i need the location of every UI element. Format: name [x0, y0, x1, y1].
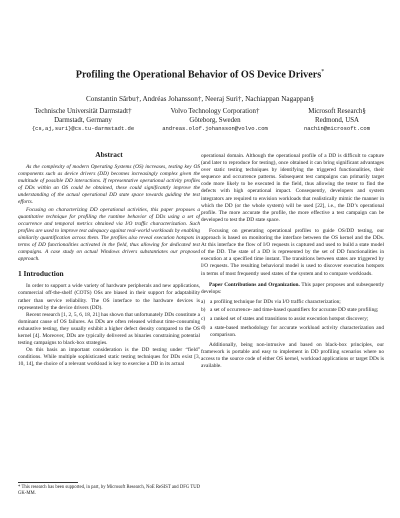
list-item-label: c) — [201, 315, 206, 322]
abstract-paragraph: As the complexity of modern Operating Systems (OS) increases, testing key OS components such as device drivers (DD) becomes increasingly complex given the multitude of possible DD interactions. If representative operational activity profiles of DDs within an OS could be obtained, these could significantly improve the understanding of the actual operational DD state space towards guiding the test efforts. — [18, 164, 200, 206]
paper-title — [0, 66, 400, 81]
contributions-list — [201, 299, 384, 339]
left-column — [18, 150, 200, 368]
right-column — [201, 153, 384, 370]
list-item — [201, 316, 384, 323]
list-item — [201, 307, 384, 314]
list-item-text: a ranked set of states and transitions to assist execution hotspot discovery; — [210, 315, 369, 322]
list-item-label: a) — [201, 298, 206, 305]
affiliation-name: Volvo Technology Corporation† — [170, 108, 260, 115]
affiliation-email: nachin@microsoft.com — [303, 125, 370, 132]
affiliation-tu-darmstadt — [8, 108, 158, 134]
affiliation-email: {cs,aj,suri}@cs.tu-darmstadt.de — [31, 125, 135, 132]
author-list: Constantin Sârbu†, Andréas Johansson†, Neeraj Suri†, Nachiappan Nagappan§ — [86, 95, 314, 103]
footnote-rule — [18, 482, 78, 483]
list-item — [201, 299, 384, 306]
intro-paragraph: In order to support a wide variety of hardware peripherals and new applications, commercial off-the-shelf (COTS) OSs are biased in their support for adaptability rather than service reliability. The OS interface to the hardware devices is represented by the device drivers (DD). — [18, 283, 200, 311]
list-item-label: b) — [201, 307, 206, 314]
abstract-heading: Abstract — [95, 150, 123, 159]
affiliation-email: andreas.olof.johansson@volvo.com — [162, 125, 268, 132]
list-item-text: a set of occurrence- and time-based quantifiers for accurate DD state profiling; — [210, 307, 379, 314]
footnote: * This research has been supported, in part, by Microsoft Research, NoE ReSIST and DFG TUD GK-MM. — [18, 485, 200, 496]
abstract-paragraph: Focusing on characterizing DD operational activities, this paper proposes a quantitative technique for profiling the runtime behavior of DDs using a set of occurrence and temporal metrics obtained via I/O traffic characterization. Such profiles are used to improve test adequacy against real-world workloads by enabling similarity quantification across them. The profiles also reveal execution hotspots in terms of DD functionalities activated in the field, thus allowing for dedicated test campaigns. A case study on actual Windows drivers substantiates our proposed approach. — [18, 206, 200, 263]
title-text: Profiling the Operational Behavior of OS Device Drivers — [75, 69, 322, 81]
list-item-text: a profiling technique for DDs via I/O traffic characterization; — [210, 298, 341, 305]
list-item-label: d) — [201, 324, 206, 331]
affiliation-volvo — [150, 108, 280, 134]
intro-paragraph: On this basis an important consideration is the DD testing under “field” conditions. While multiple sophisticated static testing techniques for DDs exist [3, 10, 14], the choice of a relevant workload is key to exercise a DD in its actual — [18, 347, 200, 368]
title-footnote-mark: * — [321, 69, 325, 75]
affiliation-microsoft — [282, 108, 392, 134]
affiliation-name: Microsoft Research§ — [308, 108, 366, 115]
list-item — [201, 325, 384, 339]
affiliation-name: Technische Universität Darmstadt† — [34, 108, 132, 115]
contributions-intro — [201, 282, 384, 296]
body-paragraph: Additionally, being non-intrusive and based on black-box principles, our framework is portable and easy to implement in DD profiling scenarios where no access to the source code of either OS kernel, workload applications or target DDs is available. — [201, 341, 384, 370]
intro-heading: 1 Introduction — [18, 269, 64, 279]
intro-paragraph: Recent research [1, 2, 5, 6, 18, 21] has shown that unfortunately DDs constitute a dominant cause of OS failures. As DDs are often released without time-consuming exhaustive testing, they usually exhibit a higher defect density compared to the OS kernel [4]. Moreover, DDs are typically delivered as binaries constraining potential testing campaigns to black-box strategies. — [18, 311, 200, 347]
affiliation-place: Göteborg, Sweden — [189, 116, 241, 124]
contributions-lead: This paper proposes and subsequently develops: — [201, 281, 384, 295]
affiliation-place: Redmond, USA — [314, 116, 360, 124]
affiliation-place: Darmstadt, Germany — [54, 116, 112, 124]
body-paragraph: Focusing on generating operational profiles to guide OS/DD testing, our approach is based on monitoring the interface between the OS kernel and the DDs. At this interface the flow of I/O requests is captured and used to build a state model of the DD. The state of a DD is represented by the set of DD functionalities in execution at a specified time instant. The transitions between states are triggered by I/O requests. The resulting behavioral model is used to discover execution hotspots in terms of most frequently used states of the system and to compare workloads. — [201, 227, 384, 277]
body-paragraph: operational domain. Although the operational profile of a DD is difficult to capture (and later to reproduce for testing), once obtained it can bring significant advantages over static testing techniques by identifying the triggered functionalities, their sequence and occurrence patterns. Subsequent test campaigns can primarily target code more likely to be executed in the field, thus allowing the tester to find the defects with high operational impact. Consequently, developers and system integrators are required to envision workloads that realistically mimic the manner in which the DD (or the whole system) will be used [22], i.e., the DD’s operational profile. The more accurate the profile, the more effective a test campaign can be developed to test the DD state space. — [201, 153, 384, 223]
list-item-text: a state-based methodology for accurate workload activity characterization and comparison. — [210, 324, 384, 338]
contributions-heading: Paper Contributions and Organization. — [209, 281, 300, 288]
